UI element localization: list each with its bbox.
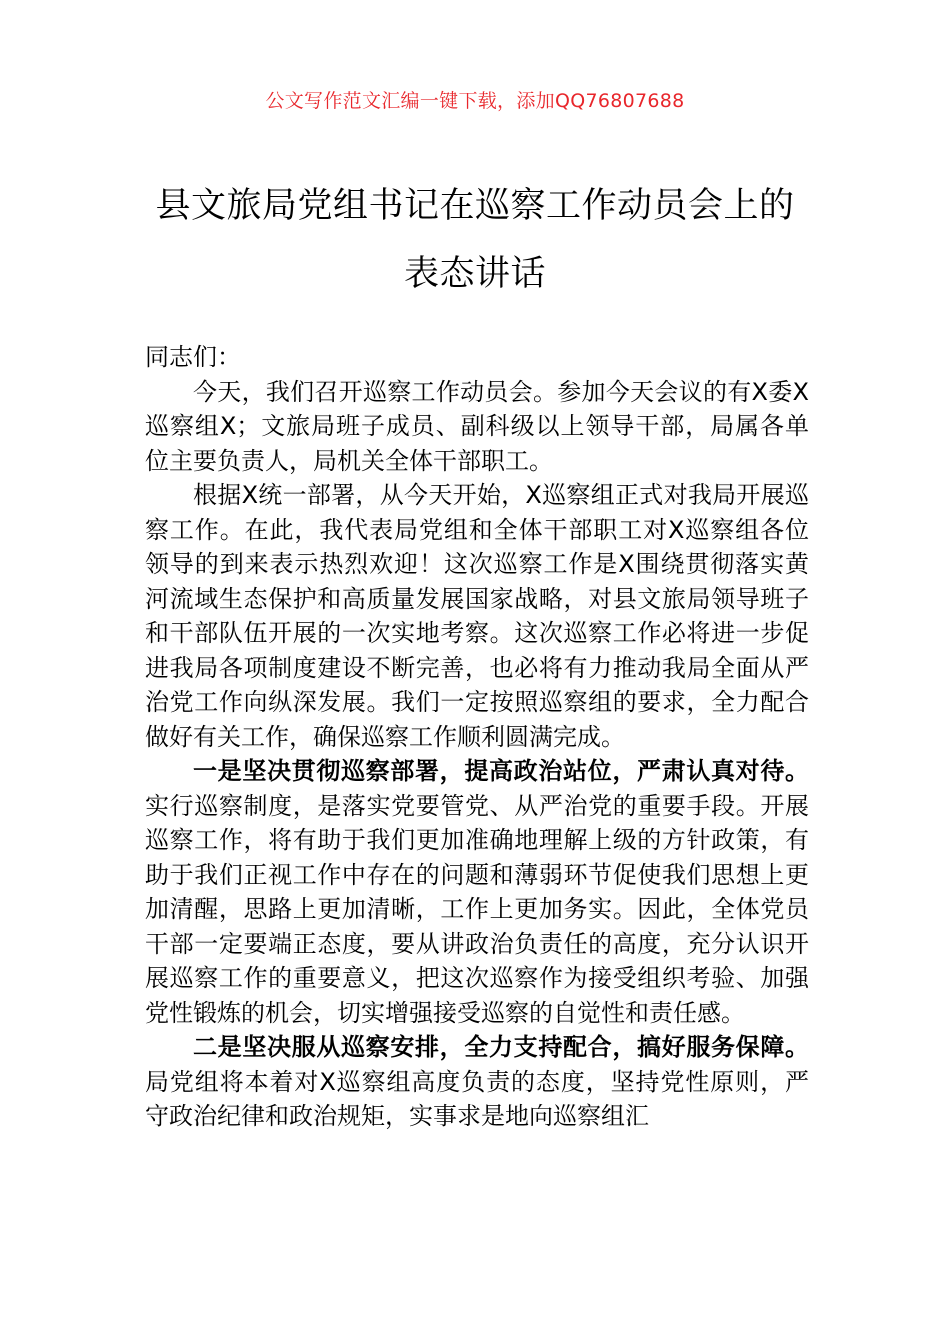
title-line-2: 表态讲话	[403, 254, 546, 294]
paragraph-text: 今天，我们召开巡察工作动员会。参加今天会议的有X委X巡察组X；文旅局班子成员、副科级以上领导干部，局属各单位主要负责人，局机关全体干部职工。	[145, 377, 809, 475]
title-line-1: 县文旅局党组书记在巡察工作动员会上的	[155, 186, 795, 226]
header-note: 公文写作范文汇编一键下载，添加QQ76807688	[265, 90, 685, 112]
paragraph-text: 实行巡察制度，是落实党要管党、从严治党的重要手段。开展巡察工作，将有助于我们更加准确地理解上级的方针政策，有助于我们正视工作中存在的问题和薄弱环节促使我们思想上更加清醒，思路上更加清晰，工作上更加务实。因此，全体党员干部一定要端正态度，要从讲政治负责任的高度，充分认识开展巡察工作的重要意义，把这次巡察作为接受组织考验、加强党性锻炼的机会，切实增强接受巡察的自觉性和责任感。	[145, 791, 809, 1027]
paragraph-4	[145, 1030, 809, 1134]
document-title	[120, 172, 830, 308]
paragraph-text: 局党组将本着对X巡察组高度负责的态度，坚持党性原则，严守政治纪律和政治规矩，实事求是地向巡察组汇	[145, 1067, 809, 1130]
paragraph-lead: 二是坚决服从巡察安排，全力支持配合，搞好服务保障。	[193, 1033, 809, 1061]
document-body	[145, 340, 809, 1134]
paragraph-2	[145, 478, 809, 754]
paragraph-text: 根据X统一部署，从今天开始，X巡察组正式对我局开展巡察工作。在此，我代表局党组和全体干部职工对X巡察组各位领导的到来表示热烈欢迎！这次巡察工作是X围绕贯彻落实黄河流域生态保护和高质量发展国家战略，对县文旅局领导班子和干部队伍开展的一次实地考察。这次巡察工作必将进一步促进我局各项制度建设不断完善，也必将有力推动我局全面从严治党工作向纵深发展。我们一定按照巡察组的要求，全力配合做好有关工作，确保巡察工作顺利圆满完成。	[145, 481, 809, 751]
paragraph-lead: 一是坚决贯彻巡察部署，提高政治站位，严肃认真对待。	[193, 757, 809, 785]
paragraph-3	[145, 754, 809, 1030]
salutation: 同志们：	[145, 343, 241, 371]
paragraph-1	[145, 375, 809, 479]
